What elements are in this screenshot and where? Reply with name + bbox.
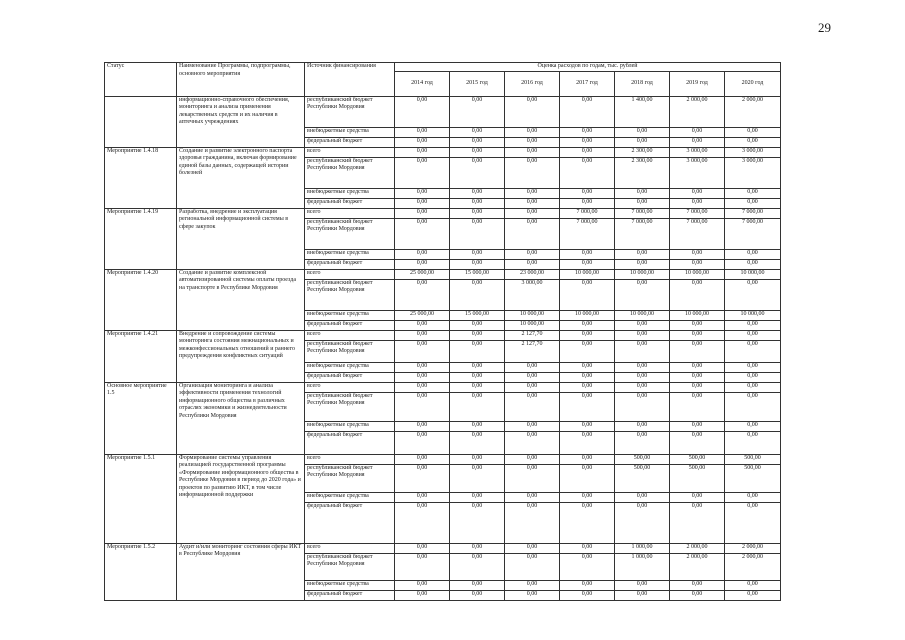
row-value: 0,00 xyxy=(560,392,615,421)
row-value: 0,00 xyxy=(560,431,615,454)
table-row xyxy=(105,454,781,464)
page-number: 29 xyxy=(818,20,831,35)
row-value: 2 000,00 xyxy=(725,553,781,580)
table-row xyxy=(105,208,781,218)
row-value: 0,00 xyxy=(725,362,781,372)
row-source: всего xyxy=(305,454,395,464)
row-value: 7 000,00 xyxy=(615,218,670,249)
row-value: 0,00 xyxy=(560,188,615,198)
row-value: 0,00 xyxy=(670,249,725,259)
row-value: 0,00 xyxy=(615,392,670,421)
row-value: 7 000,00 xyxy=(670,208,725,218)
header-year: 2016 год xyxy=(505,71,560,96)
row-value: 0,00 xyxy=(725,249,781,259)
row-value: 7 000,00 xyxy=(560,208,615,218)
row-name: Создание и развитие электронного паспорта здоровья гражданина, включая формирование единой базы данных, содержащей истории болезней xyxy=(177,147,305,208)
row-value: 500,00 xyxy=(725,454,781,464)
row-name: информационно-справочного обеспечения, мониторинга и анализа применения лекарственных средств и их наличия в аптечных учреждениях xyxy=(177,96,305,147)
row-value: 2 000,00 xyxy=(725,96,781,127)
row-value: 0,00 xyxy=(505,96,560,127)
row-value: 0,00 xyxy=(560,372,615,382)
row-value: 10 000,00 xyxy=(725,310,781,320)
row-value: 0,00 xyxy=(725,502,781,543)
row-value: 0,00 xyxy=(725,279,781,310)
row-value: 0,00 xyxy=(450,590,505,600)
header-year: 2014 год xyxy=(395,71,450,96)
row-source: федеральный бюджет xyxy=(305,431,395,454)
row-status: Основное мероприятие 1.5 xyxy=(105,382,177,454)
row-source: республиканский бюджет Республики Мордовия xyxy=(305,553,395,580)
table-row xyxy=(105,96,781,127)
row-source: республиканский бюджет Республики Мордовия xyxy=(305,96,395,127)
row-value: 1 000,00 xyxy=(615,553,670,580)
row-value: 0,00 xyxy=(505,543,560,553)
row-value: 0,00 xyxy=(670,431,725,454)
row-source: федеральный бюджет xyxy=(305,137,395,147)
row-value: 0,00 xyxy=(670,382,725,392)
row-value: 0,00 xyxy=(395,421,450,431)
row-value: 0,00 xyxy=(505,198,560,208)
row-value: 0,00 xyxy=(670,372,725,382)
table-row xyxy=(105,330,781,340)
row-source: федеральный бюджет xyxy=(305,198,395,208)
row-value: 0,00 xyxy=(615,249,670,259)
row-value: 0,00 xyxy=(395,137,450,147)
row-value: 0,00 xyxy=(560,553,615,580)
row-status: Мероприятие 1.5.2 xyxy=(105,543,177,600)
row-value: 0,00 xyxy=(670,492,725,502)
row-value: 0,00 xyxy=(560,157,615,188)
row-value: 0,00 xyxy=(615,279,670,310)
row-value: 0,00 xyxy=(670,198,725,208)
row-value: 0,00 xyxy=(395,590,450,600)
row-value: 2 300,00 xyxy=(615,157,670,188)
row-value: 0,00 xyxy=(395,392,450,421)
row-value: 10 000,00 xyxy=(560,310,615,320)
row-value: 500,00 xyxy=(670,464,725,492)
row-value: 0,00 xyxy=(450,454,505,464)
header-estimate: Оценка расходов по годам, тыс. рублей xyxy=(395,63,781,72)
row-value: 0,00 xyxy=(505,188,560,198)
row-value: 0,00 xyxy=(395,382,450,392)
budget-table xyxy=(104,62,781,601)
row-value: 0,00 xyxy=(670,188,725,198)
row-value: 2 127,70 xyxy=(505,330,560,340)
row-value: 0,00 xyxy=(560,421,615,431)
row-value: 10 000,00 xyxy=(670,269,725,279)
row-value: 0,00 xyxy=(615,137,670,147)
row-value: 15 000,00 xyxy=(450,310,505,320)
row-value: 0,00 xyxy=(505,157,560,188)
row-value: 0,00 xyxy=(670,421,725,431)
row-value: 0,00 xyxy=(450,198,505,208)
row-value: 0,00 xyxy=(395,553,450,580)
row-value: 0,00 xyxy=(395,431,450,454)
row-value: 10 000,00 xyxy=(725,269,781,279)
row-value: 0,00 xyxy=(450,249,505,259)
row-value: 0,00 xyxy=(450,431,505,454)
row-value: 0,00 xyxy=(725,320,781,330)
row-value: 0,00 xyxy=(725,382,781,392)
row-value: 0,00 xyxy=(615,198,670,208)
row-value: 0,00 xyxy=(725,492,781,502)
row-value: 0,00 xyxy=(450,137,505,147)
row-value: 0,00 xyxy=(615,502,670,543)
row-value: 7 000,00 xyxy=(560,218,615,249)
row-value: 0,00 xyxy=(725,198,781,208)
row-value: 500,00 xyxy=(725,464,781,492)
row-value: 10 000,00 xyxy=(505,310,560,320)
row-source: внебюджетные средства xyxy=(305,421,395,431)
header-year: 2018 год xyxy=(615,71,670,96)
row-value: 0,00 xyxy=(505,590,560,600)
row-value: 0,00 xyxy=(505,208,560,218)
row-source: республиканский бюджет Республики Мордовия xyxy=(305,218,395,249)
row-source: республиканский бюджет Республики Мордовия xyxy=(305,464,395,492)
row-value: 0,00 xyxy=(450,340,505,362)
row-value: 0,00 xyxy=(615,431,670,454)
row-value: 0,00 xyxy=(725,137,781,147)
row-value: 0,00 xyxy=(395,464,450,492)
row-value: 0,00 xyxy=(670,330,725,340)
row-value: 0,00 xyxy=(450,188,505,198)
row-value: 0,00 xyxy=(505,137,560,147)
row-name: Внедрение и сопровождение системы мониторинга состояния межнациональных и межконфессиональных отношений и раннего предупреждения конфликтных ситуаций xyxy=(177,330,305,382)
row-value: 0,00 xyxy=(560,580,615,590)
row-value: 0,00 xyxy=(505,392,560,421)
row-source: внебюджетные средства xyxy=(305,249,395,259)
row-value: 0,00 xyxy=(670,127,725,137)
row-value: 0,00 xyxy=(670,362,725,372)
row-value: 10 000,00 xyxy=(615,269,670,279)
row-name: Организация мониторинга и анализа эффективности применения технологий информационного общества в различных отраслях экономики и жизнедеятельности Республики Мордовия xyxy=(177,382,305,454)
row-value: 2 000,00 xyxy=(725,543,781,553)
row-value: 0,00 xyxy=(725,431,781,454)
row-source: внебюджетные средства xyxy=(305,580,395,590)
table-row xyxy=(105,147,781,157)
row-value: 0,00 xyxy=(395,279,450,310)
row-value: 0,00 xyxy=(670,340,725,362)
row-value: 0,00 xyxy=(395,362,450,372)
row-source: внебюджетные средства xyxy=(305,310,395,320)
row-value: 0,00 xyxy=(450,320,505,330)
row-source: федеральный бюджет xyxy=(305,590,395,600)
row-value: 25 000,00 xyxy=(395,269,450,279)
row-value: 0,00 xyxy=(615,330,670,340)
row-value: 0,00 xyxy=(505,421,560,431)
row-value: 3 000,00 xyxy=(670,157,725,188)
row-value: 0,00 xyxy=(670,392,725,421)
row-value: 7 000,00 xyxy=(725,208,781,218)
header-year: 2017 год xyxy=(560,71,615,96)
row-name: Формирование системы управления реализацией государственной программы «Формирование информационного общества в Республике Мордовия в период до 2020 года» и проектов по развитию ИКТ, в том числе информационной поддержки xyxy=(177,454,305,543)
row-value: 0,00 xyxy=(725,259,781,269)
row-source: всего xyxy=(305,269,395,279)
row-value: 0,00 xyxy=(450,259,505,269)
row-value: 0,00 xyxy=(560,96,615,127)
row-value: 0,00 xyxy=(670,580,725,590)
row-value: 0,00 xyxy=(560,249,615,259)
row-source: республиканский бюджет Республики Мордовия xyxy=(305,392,395,421)
row-value: 3 000,00 xyxy=(670,147,725,157)
row-name: Создание и развитие комплексной автоматизированной системы оплаты проезда на транспорте в Республике Мордовия xyxy=(177,269,305,330)
row-source: республиканский бюджет Республики Мордовия xyxy=(305,279,395,310)
row-value: 0,00 xyxy=(505,454,560,464)
row-value: 0,00 xyxy=(615,127,670,137)
row-value: 0,00 xyxy=(560,198,615,208)
row-value: 0,00 xyxy=(395,218,450,249)
row-value: 0,00 xyxy=(395,96,450,127)
row-value: 0,00 xyxy=(670,502,725,543)
row-value: 0,00 xyxy=(725,590,781,600)
row-value: 0,00 xyxy=(505,249,560,259)
row-value: 0,00 xyxy=(560,137,615,147)
row-value: 10 000,00 xyxy=(670,310,725,320)
row-value: 500,00 xyxy=(615,464,670,492)
row-value: 0,00 xyxy=(450,580,505,590)
row-value: 0,00 xyxy=(450,330,505,340)
row-source: республиканский бюджет Республики Мордовия xyxy=(305,340,395,362)
header-year: 2020 год xyxy=(725,71,781,96)
row-value: 0,00 xyxy=(450,421,505,431)
table-row xyxy=(105,543,781,553)
row-value: 0,00 xyxy=(395,492,450,502)
row-value: 0,00 xyxy=(670,259,725,269)
row-status: Мероприятие 1.5.1 xyxy=(105,454,177,543)
row-value: 0,00 xyxy=(560,320,615,330)
row-value: 2 300,00 xyxy=(615,147,670,157)
row-value: 0,00 xyxy=(560,279,615,310)
row-status: Мероприятие 1.4.19 xyxy=(105,208,177,269)
row-value: 0,00 xyxy=(395,320,450,330)
row-source: всего xyxy=(305,382,395,392)
row-source: всего xyxy=(305,147,395,157)
table-row xyxy=(105,382,781,392)
row-value: 0,00 xyxy=(725,188,781,198)
row-value: 0,00 xyxy=(560,454,615,464)
row-value: 0,00 xyxy=(450,543,505,553)
row-value: 0,00 xyxy=(670,320,725,330)
row-value: 10 000,00 xyxy=(615,310,670,320)
row-value: 0,00 xyxy=(725,330,781,340)
row-name: Аудит и/или мониторинг состояния сферы ИКТ в Республике Мордовия xyxy=(177,543,305,600)
row-value: 0,00 xyxy=(450,392,505,421)
header-year: 2015 год xyxy=(450,71,505,96)
row-value: 0,00 xyxy=(560,127,615,137)
row-value: 3 000,00 xyxy=(505,279,560,310)
row-value: 0,00 xyxy=(395,340,450,362)
row-value: 15 000,00 xyxy=(450,269,505,279)
row-value: 2 000,00 xyxy=(670,96,725,127)
row-value: 0,00 xyxy=(395,147,450,157)
row-value: 2 127,70 xyxy=(505,340,560,362)
row-source: внебюджетные средства xyxy=(305,127,395,137)
row-value: 0,00 xyxy=(505,362,560,372)
row-value: 23 000,00 xyxy=(505,269,560,279)
row-value: 0,00 xyxy=(725,580,781,590)
row-value: 0,00 xyxy=(725,127,781,137)
table-row xyxy=(105,269,781,279)
row-value: 500,00 xyxy=(615,454,670,464)
row-value: 0,00 xyxy=(560,590,615,600)
row-value: 0,00 xyxy=(560,492,615,502)
row-value: 0,00 xyxy=(615,372,670,382)
row-value: 0,00 xyxy=(450,218,505,249)
row-value: 0,00 xyxy=(505,218,560,249)
row-value: 2 000,00 xyxy=(670,553,725,580)
row-source: внебюджетные средства xyxy=(305,362,395,372)
row-value: 0,00 xyxy=(615,590,670,600)
row-source: федеральный бюджет xyxy=(305,259,395,269)
row-value: 500,00 xyxy=(670,454,725,464)
header-name: Наименование Программы, подпрограммы, основного мероприятия xyxy=(177,63,305,97)
row-value: 0,00 xyxy=(505,147,560,157)
row-value: 0,00 xyxy=(505,464,560,492)
row-value: 3 000,00 xyxy=(725,157,781,188)
row-value: 25 000,00 xyxy=(395,310,450,320)
row-value: 7 000,00 xyxy=(670,218,725,249)
row-value: 0,00 xyxy=(505,127,560,137)
row-value: 0,00 xyxy=(615,580,670,590)
row-value: 0,00 xyxy=(615,362,670,372)
row-value: 1 000,00 xyxy=(615,543,670,553)
row-value: 0,00 xyxy=(615,320,670,330)
row-value: 1 400,00 xyxy=(615,96,670,127)
row-value: 0,00 xyxy=(395,157,450,188)
row-value: 0,00 xyxy=(615,421,670,431)
row-value: 0,00 xyxy=(505,431,560,454)
row-value: 0,00 xyxy=(395,188,450,198)
row-value: 2 000,00 xyxy=(670,543,725,553)
row-value: 0,00 xyxy=(395,198,450,208)
row-value: 0,00 xyxy=(505,259,560,269)
row-value: 0,00 xyxy=(395,330,450,340)
row-value: 0,00 xyxy=(560,543,615,553)
row-value: 0,00 xyxy=(725,421,781,431)
row-value: 0,00 xyxy=(450,362,505,372)
row-value: 0,00 xyxy=(395,502,450,543)
row-source: внебюджетные средства xyxy=(305,492,395,502)
row-value: 0,00 xyxy=(560,382,615,392)
row-value: 0,00 xyxy=(395,127,450,137)
row-value: 0,00 xyxy=(560,330,615,340)
row-value: 0,00 xyxy=(395,580,450,590)
row-value: 0,00 xyxy=(560,502,615,543)
row-status: Мероприятие 1.4.20 xyxy=(105,269,177,330)
row-value: 0,00 xyxy=(450,372,505,382)
row-value: 0,00 xyxy=(450,382,505,392)
row-value: 0,00 xyxy=(615,340,670,362)
row-value: 0,00 xyxy=(450,208,505,218)
row-value: 0,00 xyxy=(670,590,725,600)
row-value: 10 000,00 xyxy=(505,320,560,330)
row-value: 0,00 xyxy=(395,543,450,553)
row-value: 0,00 xyxy=(560,464,615,492)
row-value: 0,00 xyxy=(560,147,615,157)
row-value: 0,00 xyxy=(395,259,450,269)
row-value: 0,00 xyxy=(560,259,615,269)
row-value: 0,00 xyxy=(670,279,725,310)
row-source: федеральный бюджет xyxy=(305,372,395,382)
row-value: 0,00 xyxy=(450,502,505,543)
row-value: 0,00 xyxy=(450,127,505,137)
row-value: 0,00 xyxy=(505,372,560,382)
row-value: 0,00 xyxy=(450,157,505,188)
row-value: 0,00 xyxy=(725,340,781,362)
row-value: 0,00 xyxy=(615,382,670,392)
row-name: Разработка, внедрение и эксплуатация региональной информационной системы в сфере закупок xyxy=(177,208,305,269)
row-value: 0,00 xyxy=(615,188,670,198)
row-value: 0,00 xyxy=(560,362,615,372)
row-value: 0,00 xyxy=(395,249,450,259)
row-value: 0,00 xyxy=(395,454,450,464)
row-value: 0,00 xyxy=(615,492,670,502)
row-value: 7 000,00 xyxy=(725,218,781,249)
row-value: 3 000,00 xyxy=(725,147,781,157)
row-value: 0,00 xyxy=(725,392,781,421)
row-value: 0,00 xyxy=(450,553,505,580)
row-value: 0,00 xyxy=(450,147,505,157)
row-value: 0,00 xyxy=(670,137,725,147)
row-value: 10 000,00 xyxy=(560,269,615,279)
row-value: 0,00 xyxy=(505,492,560,502)
row-value: 0,00 xyxy=(505,502,560,543)
row-source: федеральный бюджет xyxy=(305,320,395,330)
row-value: 0,00 xyxy=(450,96,505,127)
row-value: 0,00 xyxy=(505,553,560,580)
row-source: федеральный бюджет xyxy=(305,502,395,543)
row-value: 0,00 xyxy=(450,279,505,310)
row-value: 0,00 xyxy=(725,372,781,382)
row-value: 0,00 xyxy=(450,492,505,502)
header-status: Статус xyxy=(105,63,177,97)
row-status: Мероприятие 1.4.18 xyxy=(105,147,177,208)
row-value: 0,00 xyxy=(395,208,450,218)
row-source: республиканский бюджет Республики Мордовия xyxy=(305,157,395,188)
row-value: 0,00 xyxy=(560,340,615,362)
row-value: 0,00 xyxy=(505,382,560,392)
row-value: 7 000,00 xyxy=(615,208,670,218)
header-source: Источник финансирования xyxy=(305,63,395,97)
row-source: внебюджетные средства xyxy=(305,188,395,198)
row-source: всего xyxy=(305,208,395,218)
row-source: всего xyxy=(305,330,395,340)
row-status xyxy=(105,96,177,147)
header-year: 2019 год xyxy=(670,71,725,96)
row-value: 0,00 xyxy=(505,580,560,590)
row-value: 0,00 xyxy=(615,259,670,269)
row-source: всего xyxy=(305,543,395,553)
row-value: 0,00 xyxy=(395,372,450,382)
row-status: Мероприятие 1.4.21 xyxy=(105,330,177,382)
row-value: 0,00 xyxy=(450,464,505,492)
